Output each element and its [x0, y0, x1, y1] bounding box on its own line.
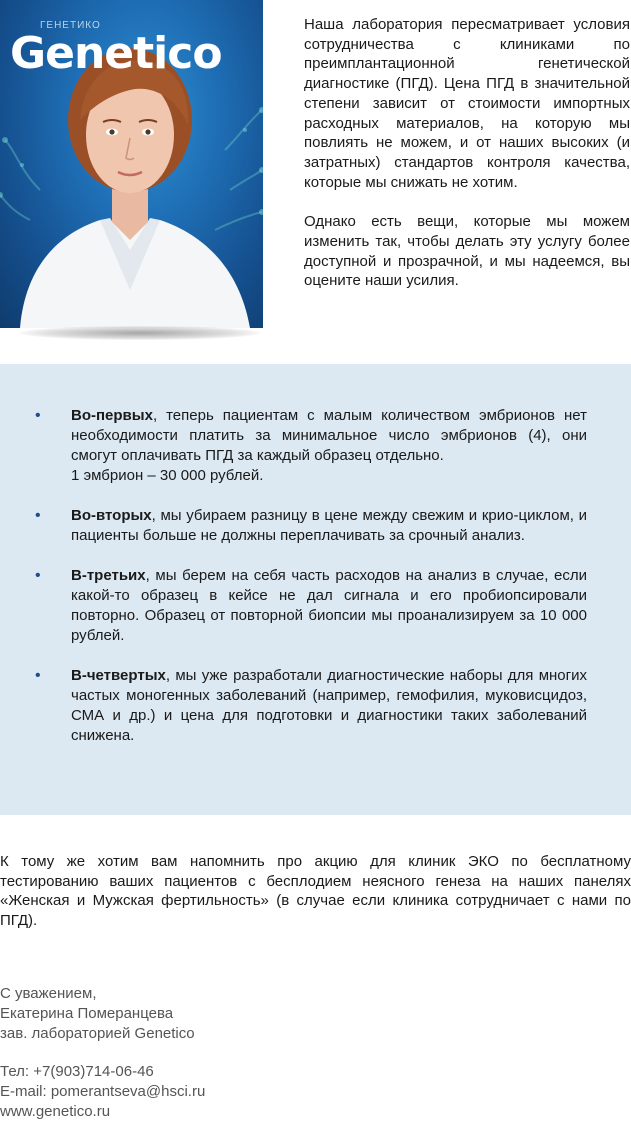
logo-subtitle: ГЕНЕТИКО: [40, 20, 101, 31]
highlights-list: [35, 406, 587, 766]
signature-name: Екатерина Померанцева: [0, 1005, 174, 1022]
signature-greeting: С уважением,: [0, 985, 97, 1002]
genetico-logo: Genetico: [10, 28, 222, 79]
item-lead: В-третьих: [71, 567, 146, 584]
item-text: , мы уже разработали диагностические наборы для многих частых моногенных заболеваний (например, гемофилия, муковисцидоз, СМА и др.) и цена для подготовки и диагностики таких заболеваний снижена.: [71, 667, 587, 744]
list-item: [35, 566, 587, 646]
photo-shadow: [20, 326, 260, 340]
contact-phone: Тел: +7(903)714-06-46: [0, 1063, 154, 1080]
signature-block: [0, 984, 400, 1044]
intro-text: [304, 15, 630, 311]
bullet-icon: •: [35, 667, 41, 684]
item-text: , мы убираем разницу в цене между свежим и крио-циклом, и пациенты больше не должны переплачивать за срочный анализ.: [71, 507, 587, 544]
intro-paragraph: Однако есть вещи, которые мы можем изменить так, чтобы делать эту услугу более доступной и прозрачной, и мы надеемся, вы оцените наши усилия.: [304, 213, 630, 290]
list-item: [35, 506, 587, 546]
bullet-icon: •: [35, 407, 41, 424]
closing-paragraph: К тому же хотим вам напомнить про акцию для клиник ЭКО по бесплатному тестированию ваших пациентов с бесплодием неясного генеза на наших панелях «Женская и Мужская фертильность» (в случае если клиника сотрудничает с нами по ПГД).: [0, 853, 631, 930]
list-item: [35, 666, 587, 746]
intro-paragraph: Наша лаборатория пересматривает условия сотрудничества с клиниками по преимплантационной генетической диагностике (ПГД). Цена ПГД в значительной степени зависит от стоимости импортных расходных материалов, на которую мы повлиять не можем, и от наших высоких (и затратных) стандартов контроля качества, которые мы снижать не хотим.: [304, 16, 630, 191]
contacts-block: [0, 1062, 400, 1122]
item-lead: Во-первых: [71, 407, 153, 424]
bullet-icon: •: [35, 507, 41, 524]
bullet-icon: •: [35, 567, 41, 584]
contact-email[interactable]: E-mail: pomerantseva@hsci.ru: [0, 1083, 206, 1100]
item-text: , теперь пациентам с малым количеством эмбрионов нет необходимости платить за минимальное число эмбрионов (4), они смогут оплачивать ПГД за каждый образец отдельно.: [71, 407, 587, 464]
contact-website[interactable]: www.genetico.ru: [0, 1103, 111, 1120]
highlights-panel: [0, 364, 631, 815]
item-lead: Во-вторых: [71, 507, 152, 524]
item-extra: 1 эмбрион – 30 000 рублей.: [71, 467, 264, 484]
doctor-photo: [0, 0, 263, 328]
signature-position: зав. лабораторией Genetico: [0, 1025, 195, 1042]
list-item: [35, 406, 587, 486]
item-text: , мы берем на себя часть расходов на анализ в случае, если какой-то образец в кейсе не дал сигнала и его пробиопсировали повторно. Образец от повторной биопсии мы проанализируем за 10 000 рублей.: [71, 567, 587, 644]
item-lead: В-четвертых: [71, 667, 166, 684]
